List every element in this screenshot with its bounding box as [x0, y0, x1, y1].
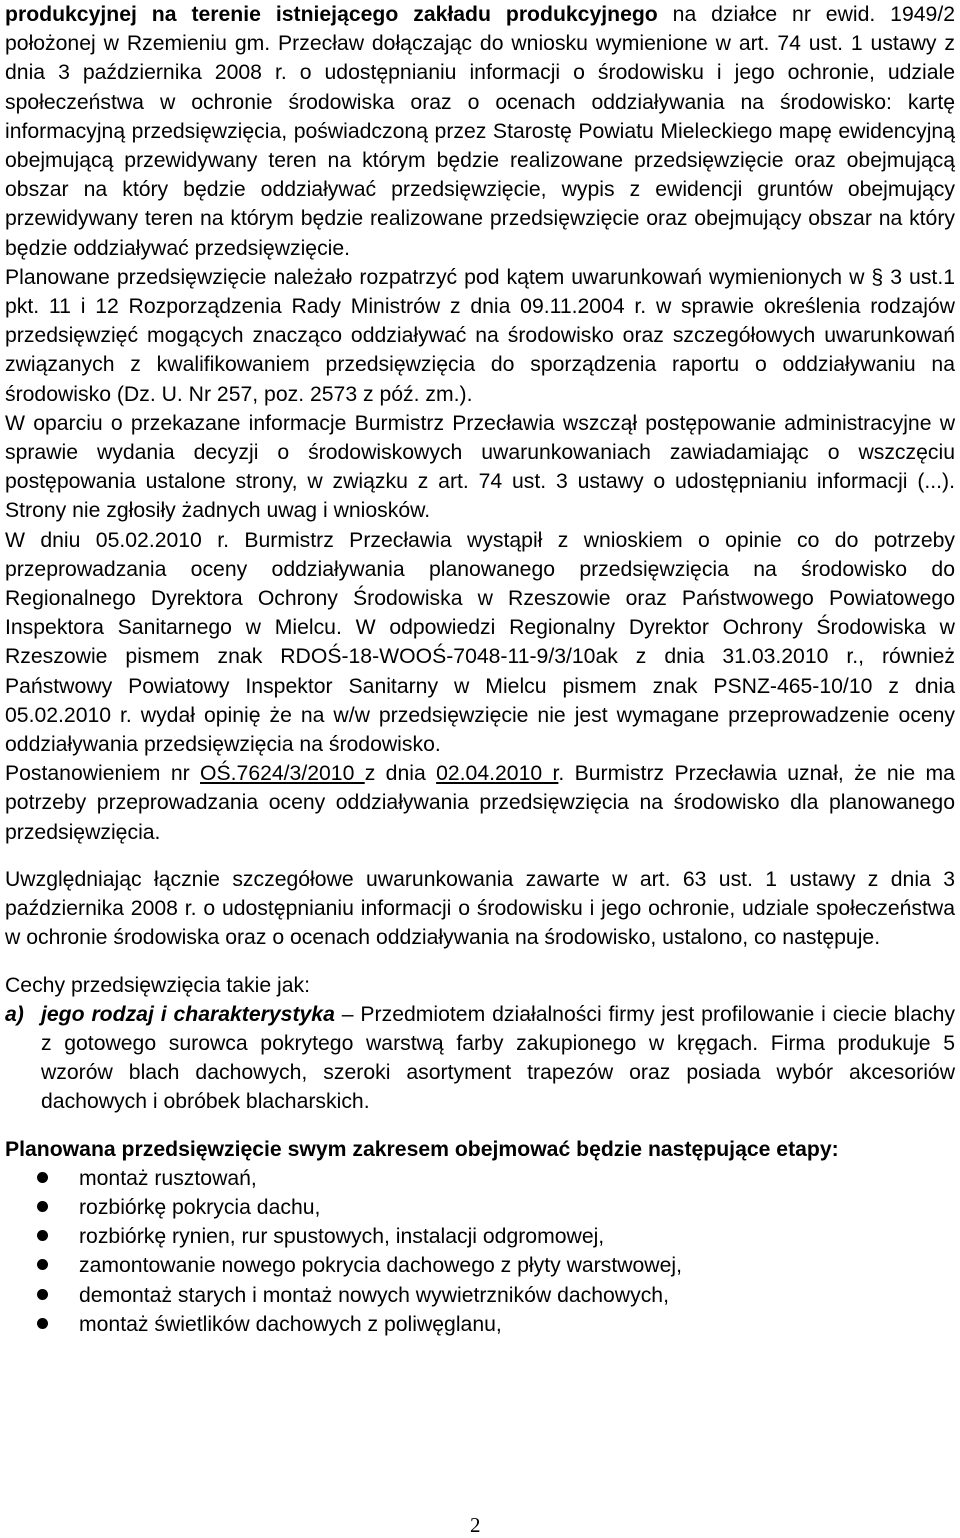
item-text: – Przedmiotem działalności firmy jest profilowanie i ciecie blachy z gotowego surowca pokrytego warstwą farby zakupionego w kręgach. Firma produkuje 5 wzorów blach dachowych, szeroki asortyment trapezów oraz posiada wybór akcesoriów dachowych i obróbek blacharskich. [41, 1002, 955, 1114]
decision-mid: z dnia [364, 762, 437, 786]
bullet-icon [37, 1230, 48, 1241]
page-number: 2 [470, 1513, 481, 1537]
list-item-text: rozbiórkę rynien, rur spustowych, instalacji odgromowej, [79, 1225, 605, 1249]
list-item [5, 1251, 955, 1280]
paragraph-stages-heading [5, 1135, 955, 1164]
bullet-icon [37, 1201, 48, 1212]
bullet-icon [37, 1259, 48, 1270]
bullet-icon [37, 1318, 48, 1329]
paragraph-proceedings: W oparciu o przekazane informacje Burmistrz Przecławia wszczął postępowanie administracyjne w sprawie wydania decyzji o środowiskowych uwarunkowaniach zawiadamiając o wszczęciu postępowania ustalone strony, w związku z art. 74 ust. 3 ustawy o udostępnianiu informacji (...). Strony nie zgłosiły żadnych uwag i wniosków. [5, 411, 955, 523]
decision-ref: OŚ.7624/3/2010 [200, 762, 365, 786]
decision-date: 02.04.2010 r [436, 762, 559, 786]
list-item-text: montaż świetlików dachowych z poliwęglanu, [79, 1312, 502, 1336]
feature-item-a [5, 1000, 955, 1117]
bullet-icon [37, 1172, 48, 1183]
item-body [41, 1000, 955, 1117]
bold-lead: produkcyjnej na terenie istniejącego zakładu produkcyjnego [5, 3, 658, 26]
paragraph-opinions: W dniu 05.02.2010 r. Burmistrz Przecławia wystąpił z wnioskiem o opinie co do potrzeby przeprowadzania oceny oddziaływania planowanego przedsięwzięcia na środowisko do Regionalnego Dyrektora Ochrony Środowiska w Rzeszowie oraz Państwowego Powiatowego Inspektora Sanitarnego w Mielcu. W odpowiedzi Regionalny Dyrektor Ochrony Środowiska w Rzeszowie pismem znak RDOŚ-18-WOOŚ-7048-11-9/3/10ak z dnia 31.03.2010 r., również Państwowy Powiatowy Inspektor Sanitarny w Mielcu pismem znak PSNZ-465-10/10 z dnia 05.02.2010 r. wydał opinię że na w/w przedsięwzięcie nie jest wymagane przeprowadzenie oceny oddziaływania przedsięwzięcia na środowisko. [5, 528, 955, 757]
list-item [5, 1164, 955, 1193]
list-item-text: montaż rusztowań, [79, 1166, 257, 1190]
list-item [5, 1281, 955, 1310]
list-item [5, 1310, 955, 1339]
paragraph-features-intro: Cechy przedsięwzięcia takie jak: [5, 973, 310, 997]
document-page [5, 0, 955, 1339]
stages-list [5, 1164, 955, 1339]
list-item-text: zamontowanie nowego pokrycia dachowego z płyty warstwowej, [79, 1254, 682, 1278]
paragraph-text: na działce nr ewid. 1949/2 położonej w Rzemieniu gm. Przecław dołączając do wniosku wymienione w art. 74 ust. 1 ustawy z dnia 3 października 2008 r. o udostępnianiu informacji o środowisku i jego ochronie, udziale społeczeństwa w ochronie środowiska oraz o ocenach oddziaływania na środowisko: kartę informacyjną przedsięwzięcia, poświadczoną przez Starostę Powiatu Mieleckiego mapę ewidencyjną obejmującą przewidywany teren na którym będzie realizowane przedsięwzięcie oraz obejmującą obszar na który będzie oddziaływać przedsięwzięcie, wypis z ewidencji gruntów obejmujący przewidywany teren na którym będzie realizowane przedsięwzięcie oraz obejmujący obszar na który będzie oddziaływać przedsięwzięcie. [5, 3, 955, 260]
stages-heading: Planowana przedsięwzięcie swym zakresem obejmować będzie następujące etapy: [5, 1137, 839, 1161]
decision-pre: Postanowieniem nr [5, 762, 201, 786]
bullet-icon [37, 1289, 48, 1300]
decision-post: . Burmistrz Przecławia uznał, że nie ma potrzeby przeprowadzania oceny oddziaływania przedsięwzięcia na środowisko dla planowanego przedsięwzięcia. [5, 762, 955, 844]
list-item-text: rozbiórkę pokrycia dachu, [79, 1195, 321, 1219]
item-heading: jego rodzaj i charakterystyka [41, 1002, 335, 1026]
paragraph-decision [5, 759, 955, 847]
item-label: a) [5, 1002, 24, 1026]
paragraph-application [5, 0, 955, 263]
paragraph-regulation: Planowane przedsięwzięcie należało rozpatrzyć pod kątem uwarunkowań wymienionych w § 3 ust.1 pkt. 11 i 12 Rozporządzenia Rady Ministrów z dnia 09.11.2004 r. w sprawie określenia rodzajów przedsięwzięć mogących znacząco oddziaływać na środowisko oraz szczegółowych uwarunkowań związanych z kwalifikowaniem przedsięwzięcia do sporządzenia raportu o oddziaływaniu na środowisko (Dz. U. Nr 257, poz. 2573 z póź. zm.). [5, 265, 955, 406]
list-item [5, 1193, 955, 1222]
list-item [5, 1222, 955, 1251]
paragraph-conditions: Uwzględniając łącznie szczegółowe uwarunkowania zawarte w art. 63 ust. 1 ustawy z dnia 3 października 2008 r. o udostępnianiu informacji o środowisku i jego ochronie, udziale społeczeństwa w ochronie środowiska oraz o ocenach oddziaływania na środowisko, ustalono, co następuje. [5, 867, 955, 950]
list-item-text: demontaż starych i montaż nowych wywietrzników dachowych, [79, 1283, 669, 1307]
